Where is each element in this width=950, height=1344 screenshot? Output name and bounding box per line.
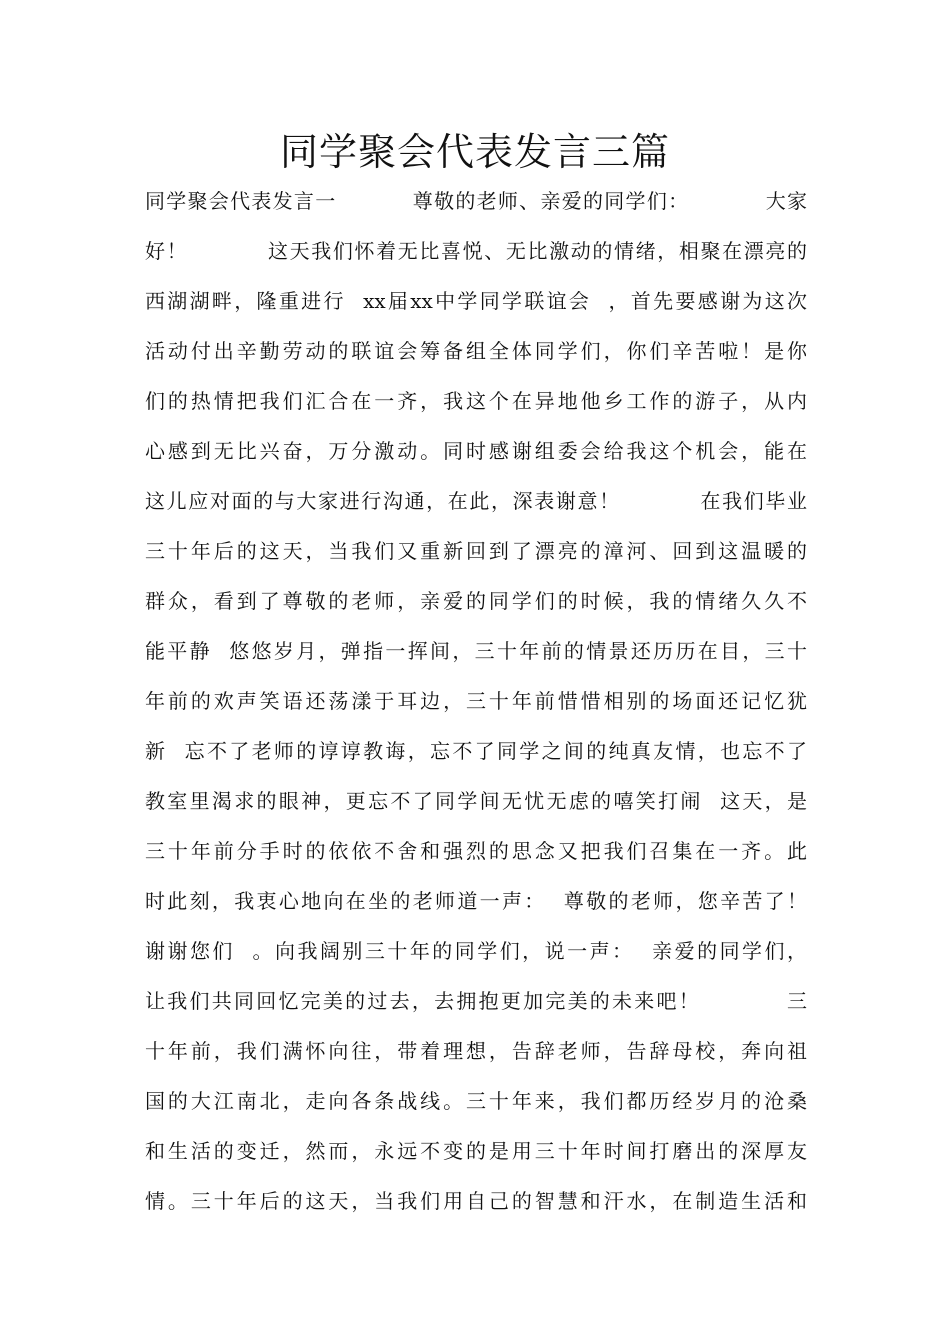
body-line: 能平静 悠悠岁月，弹指一挥间，三十年前的情景还历历在目，三十 xyxy=(145,639,807,663)
body-line: 三十年前分手时的依依不舍和强烈的思念又把我们召集在一齐。此 xyxy=(145,839,807,863)
body-line: 和生活的变迁，然而，永远不变的是用三十年时间打磨出的深厚友 xyxy=(145,1139,807,1163)
body-line: 时此刻，我衷心地向在坐的老师道一声： 尊敬的老师，您辛苦了！ xyxy=(145,889,807,913)
body-line: 情。三十年后的这天，当我们用自己的智慧和汗水，在制造生活和 xyxy=(145,1189,807,1213)
body-line: 同学聚会代表发言一 尊敬的老师、亲爱的同学们： 大家 xyxy=(145,189,807,213)
body-line: 活动付出辛勤劳动的联谊会筹备组全体同学们，你们辛苦啦！是你 xyxy=(145,339,807,363)
body-line: 十年前，我们满怀向往，带着理想，告辞老师，告辞母校，奔向祖 xyxy=(145,1039,807,1063)
body-line: 们的热情把我们汇合在一齐，我这个在异地他乡工作的游子，从内 xyxy=(145,389,807,413)
body-line: 三十年后的这天，当我们又重新回到了漂亮的漳河、回到这温暖的 xyxy=(145,539,807,563)
body-line: 这儿应对面的与大家进行沟通，在此，深表谢意！ 在我们毕业 xyxy=(145,489,807,513)
body-line: 谢谢您们 。向我阔别三十年的同学们，说一声： 亲爱的同学们， xyxy=(145,939,807,963)
body-line: 群众，看到了尊敬的老师，亲爱的同学们的时候，我的情绪久久不 xyxy=(145,589,807,613)
body-line: 让我们共同回忆完美的过去，去拥抱更加完美的未来吧！ 三 xyxy=(145,989,807,1013)
body-line: 新 忘不了老师的谆谆教诲，忘不了同学之间的纯真友情，也忘不了 xyxy=(145,739,807,763)
body-line: 教室里渴求的眼神，更忘不了同学间无忧无虑的嘻笑打闹 这天，是 xyxy=(145,789,807,813)
body-line: 西湖湖畔，隆重进行 xx届xx中学同学联谊会 ，首先要感谢为这次 xyxy=(145,289,807,313)
body-line: 年前的欢声笑语还荡漾于耳边，三十年前惜惜相别的场面还记忆犹 xyxy=(145,689,807,713)
document-title: 同学聚会代表发言三篇 xyxy=(279,130,670,174)
body-line: 心感到无比兴奋，万分激动。同时感谢组委会给我这个机会，能在 xyxy=(145,439,807,463)
body-line: 国的大江南北，走向各条战线。三十年来，我们都历经岁月的沧桑 xyxy=(145,1089,807,1113)
document-body xyxy=(145,182,807,1232)
body-line: 好！ 这天我们怀着无比喜悦、无比激动的情绪，相聚在漂亮的 xyxy=(145,239,807,263)
